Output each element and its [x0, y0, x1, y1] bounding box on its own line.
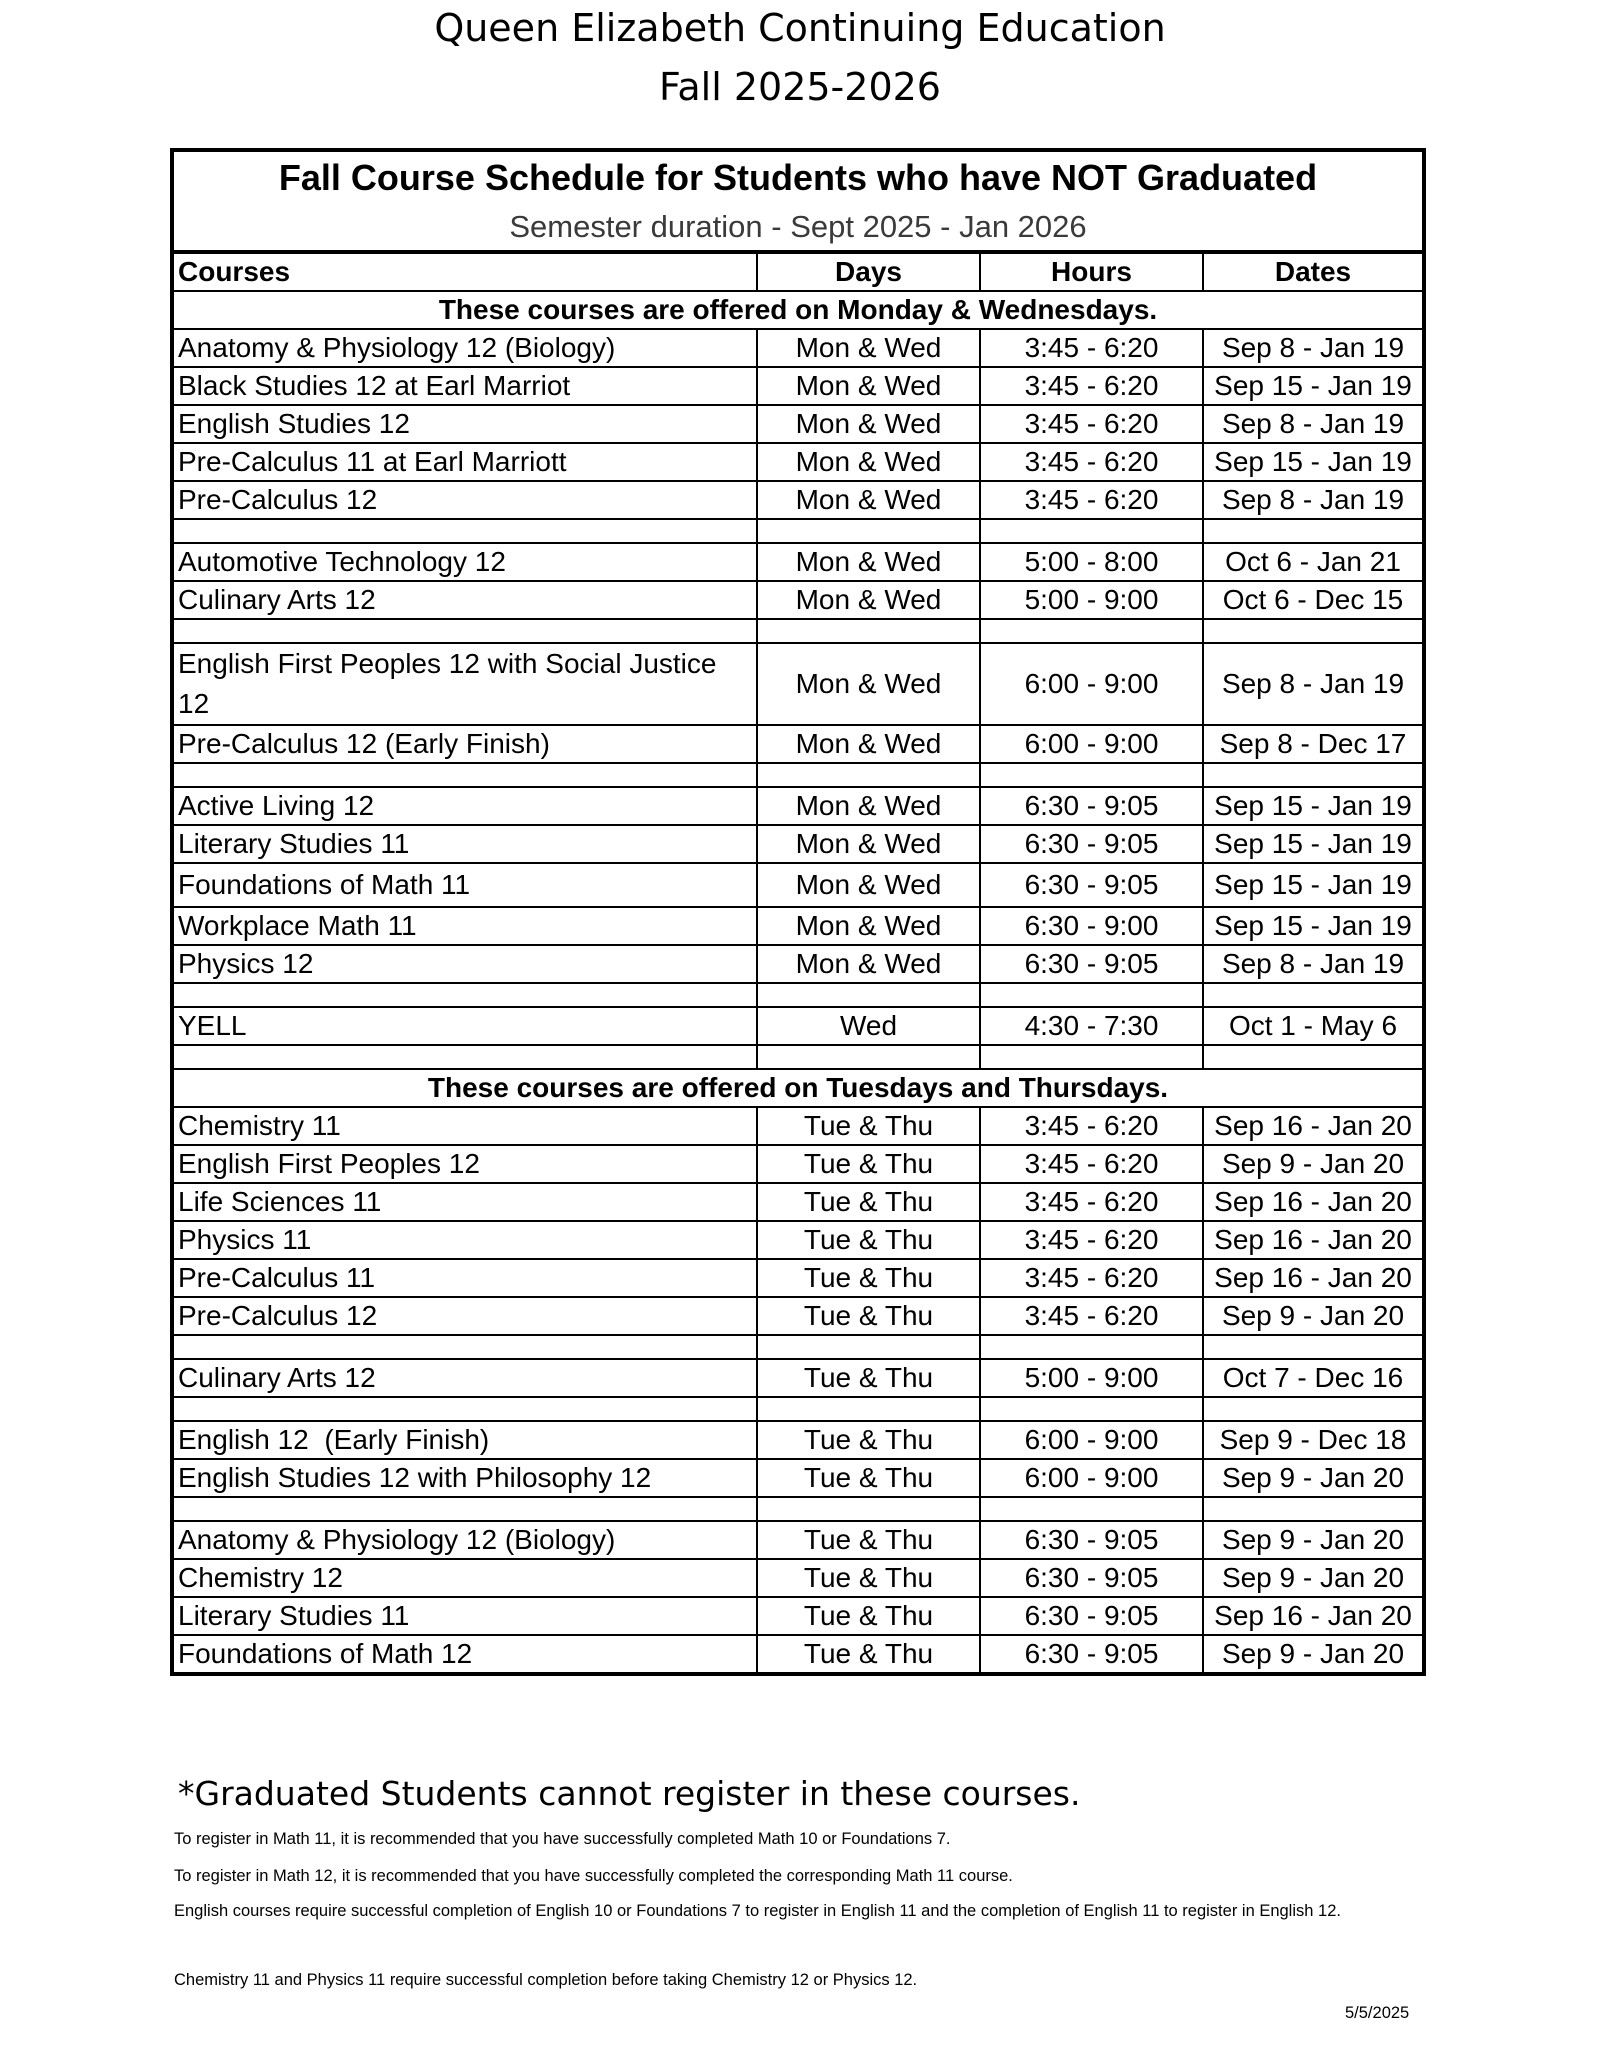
- course-dates: Sep 8 - Jan 19: [1203, 643, 1422, 725]
- course-name: English First Peoples 12 with Social Justice 12: [174, 643, 757, 725]
- course-name: Pre-Calculus 11 at Earl Marriott: [174, 443, 757, 481]
- spacer-row: [174, 1045, 1422, 1069]
- course-dates: Sep 8 - Dec 17: [1203, 725, 1422, 763]
- course-name: Literary Studies 11: [174, 825, 757, 863]
- table-row: [174, 581, 1422, 619]
- table-row: [174, 405, 1422, 443]
- course-days: Mon & Wed: [757, 581, 980, 619]
- table-row: [174, 1183, 1422, 1221]
- course-days: Tue & Thu: [757, 1183, 980, 1221]
- course-days: Mon & Wed: [757, 329, 980, 367]
- course-name: English Studies 12 with Philosophy 12: [174, 1459, 757, 1497]
- course-hours: 3:45 - 6:20: [980, 1297, 1203, 1335]
- schedule-heading: Fall Course Schedule for Students who have NOT Graduated: [278, 157, 1318, 198]
- spacer-row: [174, 983, 1422, 1007]
- course-hours: 6:30 - 9:05: [980, 1521, 1203, 1559]
- course-days: Tue & Thu: [757, 1635, 980, 1672]
- table-row: [174, 1597, 1422, 1635]
- course-hours: 3:45 - 6:20: [980, 329, 1203, 367]
- course-hours: 6:30 - 9:05: [980, 1597, 1203, 1635]
- course-name: English First Peoples 12: [174, 1145, 757, 1183]
- course-name: Physics 11: [174, 1221, 757, 1259]
- course-name: Foundations of Math 11: [174, 863, 757, 907]
- course-days: Tue & Thu: [757, 1597, 980, 1635]
- column-header-courses: Courses: [174, 254, 757, 291]
- course-name: Culinary Arts 12: [174, 1359, 757, 1397]
- section-header-mon-wed: [174, 291, 1422, 329]
- course-dates: Sep 8 - Jan 19: [1203, 481, 1422, 519]
- table-row: [174, 543, 1422, 581]
- course-name: Pre-Calculus 12 (Early Finish): [174, 725, 757, 763]
- spacer-row: [174, 1335, 1422, 1359]
- course-dates: Sep 15 - Jan 19: [1203, 367, 1422, 405]
- course-days: Wed: [757, 1007, 980, 1045]
- course-dates: Sep 16 - Jan 20: [1203, 1107, 1422, 1145]
- course-name: Physics 12: [174, 945, 757, 983]
- course-days: Mon & Wed: [757, 907, 980, 945]
- course-name: Chemistry 11: [174, 1107, 757, 1145]
- document-date: 5/5/2025: [1345, 2004, 1410, 2022]
- course-name: Foundations of Math 12: [174, 1635, 757, 1672]
- table-row: [174, 481, 1422, 519]
- table-row: [174, 1359, 1422, 1397]
- course-hours: 6:00 - 9:00: [980, 643, 1203, 725]
- table-row: [174, 367, 1422, 405]
- section-label: These courses are offered on Monday & Wednesdays.: [174, 291, 1422, 329]
- course-name: Life Sciences 11: [174, 1183, 757, 1221]
- course-hours: 6:30 - 9:05: [980, 787, 1203, 825]
- table-row: [174, 329, 1422, 367]
- course-hours: 6:00 - 9:00: [980, 1459, 1203, 1497]
- course-dates: Oct 7 - Dec 16: [1203, 1359, 1422, 1397]
- course-dates: Sep 8 - Jan 19: [1203, 329, 1422, 367]
- course-dates: Sep 16 - Jan 20: [1203, 1221, 1422, 1259]
- course-days: Tue & Thu: [757, 1297, 980, 1335]
- course-days: Tue & Thu: [757, 1145, 980, 1183]
- course-days: Mon & Wed: [757, 405, 980, 443]
- course-days: Tue & Thu: [757, 1521, 980, 1559]
- course-hours: 3:45 - 6:20: [980, 1183, 1203, 1221]
- course-days: Mon & Wed: [757, 863, 980, 907]
- course-dates: Sep 9 - Jan 20: [1203, 1635, 1422, 1672]
- course-dates: Oct 1 - May 6: [1203, 1007, 1422, 1045]
- math11-prerequisite-note: To register in Math 11, it is recommended that you have successfully completed Math 10 or Foundations 7.: [174, 1830, 951, 1848]
- course-hours: 6:30 - 9:05: [980, 945, 1203, 983]
- science-prerequisite-note: Chemistry 11 and Physics 11 require successful completion before taking Chemistry 12 or Physics 12.: [174, 1971, 918, 1989]
- course-hours: 3:45 - 6:20: [980, 1221, 1203, 1259]
- course-hours: 6:30 - 9:05: [980, 825, 1203, 863]
- course-name: Pre-Calculus 12: [174, 1297, 757, 1335]
- table-row: [174, 825, 1422, 863]
- english-prerequisite-note: English courses require successful completion of English 10 or Foundations 7 to register in English 11 and the completion of English 11 to register in English 12.: [174, 1902, 1341, 1920]
- course-hours: 5:00 - 9:00: [980, 581, 1203, 619]
- course-dates: Sep 15 - Jan 19: [1203, 443, 1422, 481]
- course-dates: Sep 9 - Jan 20: [1203, 1559, 1422, 1597]
- course-hours: 3:45 - 6:20: [980, 443, 1203, 481]
- table-row: [174, 907, 1422, 945]
- course-dates: Oct 6 - Dec 15: [1203, 581, 1422, 619]
- table-row: [174, 1635, 1422, 1672]
- table-header-row: [174, 254, 1422, 291]
- course-name: Literary Studies 11: [174, 1597, 757, 1635]
- spacer-row: [174, 1397, 1422, 1421]
- course-hours: 6:30 - 9:00: [980, 907, 1203, 945]
- spacer-row: [174, 519, 1422, 543]
- course-days: Mon & Wed: [757, 945, 980, 983]
- course-dates: Sep 9 - Jan 20: [1203, 1297, 1422, 1335]
- course-name: Anatomy & Physiology 12 (Biology): [174, 329, 757, 367]
- course-days: Tue & Thu: [757, 1221, 980, 1259]
- section-header-tue-thu: [174, 1069, 1422, 1107]
- course-dates: Sep 16 - Jan 20: [1203, 1597, 1422, 1635]
- course-days: Mon & Wed: [757, 443, 980, 481]
- course-dates: Sep 9 - Jan 20: [1203, 1521, 1422, 1559]
- course-dates: Oct 6 - Jan 21: [1203, 543, 1422, 581]
- course-name: Workplace Math 11: [174, 907, 757, 945]
- table-row: [174, 787, 1422, 825]
- course-days: Tue & Thu: [757, 1421, 980, 1459]
- course-hours: 6:30 - 9:05: [980, 863, 1203, 907]
- column-header-hours: Hours: [980, 254, 1203, 291]
- course-name: Black Studies 12 at Earl Marriot: [174, 367, 757, 405]
- table-row: [174, 443, 1422, 481]
- table-row: [174, 1221, 1422, 1259]
- table-row: [174, 1459, 1422, 1497]
- course-dates: Sep 16 - Jan 20: [1203, 1183, 1422, 1221]
- course-name: Anatomy & Physiology 12 (Biology): [174, 1521, 757, 1559]
- course-hours: 3:45 - 6:20: [980, 1107, 1203, 1145]
- table-row: [174, 1559, 1422, 1597]
- course-hours: 3:45 - 6:20: [980, 367, 1203, 405]
- course-dates: Sep 9 - Jan 20: [1203, 1145, 1422, 1183]
- course-hours: 6:30 - 9:05: [980, 1635, 1203, 1672]
- course-name: Chemistry 12: [174, 1559, 757, 1597]
- term-title: Fall 2025-2026: [659, 65, 941, 109]
- section-label: These courses are offered on Tuesdays and Thursdays.: [174, 1069, 1422, 1107]
- course-dates: Sep 9 - Dec 18: [1203, 1421, 1422, 1459]
- course-days: Tue & Thu: [757, 1359, 980, 1397]
- course-name: Automotive Technology 12: [174, 543, 757, 581]
- course-name: Pre-Calculus 11: [174, 1259, 757, 1297]
- table-row: [174, 945, 1422, 983]
- course-name: English Studies 12: [174, 405, 757, 443]
- course-days: Tue & Thu: [757, 1559, 980, 1597]
- course-dates: Sep 16 - Jan 20: [1203, 1259, 1422, 1297]
- course-hours: 3:45 - 6:20: [980, 1145, 1203, 1183]
- course-days: Mon & Wed: [757, 481, 980, 519]
- table-row: [174, 1145, 1422, 1183]
- graduated-notice: *Graduated Students cannot register in these courses.: [178, 1774, 1081, 1813]
- course-hours: 6:30 - 9:05: [980, 1559, 1203, 1597]
- course-name: Culinary Arts 12: [174, 581, 757, 619]
- course-name: Active Living 12: [174, 787, 757, 825]
- course-dates: Sep 9 - Jan 20: [1203, 1459, 1422, 1497]
- table-row: [174, 1107, 1422, 1145]
- column-header-days: Days: [757, 254, 980, 291]
- course-days: Tue & Thu: [757, 1459, 980, 1497]
- course-hours: 4:30 - 7:30: [980, 1007, 1203, 1045]
- column-header-dates: Dates: [1203, 254, 1422, 291]
- course-days: Mon & Wed: [757, 367, 980, 405]
- table-row: [174, 643, 1422, 725]
- course-dates: Sep 15 - Jan 19: [1203, 825, 1422, 863]
- course-hours: 5:00 - 8:00: [980, 543, 1203, 581]
- course-days: Mon & Wed: [757, 787, 980, 825]
- course-hours: 3:45 - 6:20: [980, 481, 1203, 519]
- course-dates: Sep 15 - Jan 19: [1203, 907, 1422, 945]
- course-days: Tue & Thu: [757, 1107, 980, 1145]
- course-dates: Sep 15 - Jan 19: [1203, 787, 1422, 825]
- course-table: [174, 254, 1422, 1672]
- spacer-row: [174, 619, 1422, 643]
- course-dates: Sep 8 - Jan 19: [1203, 405, 1422, 443]
- semester-duration: Semester duration - Sept 2025 - Jan 2026: [174, 204, 1422, 254]
- table-row: [174, 863, 1422, 907]
- math12-prerequisite-note: To register in Math 12, it is recommended that you have successfully completed the corresponding Math 11 course.: [174, 1867, 1013, 1885]
- course-dates: Sep 15 - Jan 19: [1203, 863, 1422, 907]
- table-row: [174, 1521, 1422, 1559]
- course-hours: 6:00 - 9:00: [980, 1421, 1203, 1459]
- course-days: Mon & Wed: [757, 725, 980, 763]
- table-row: [174, 1421, 1422, 1459]
- course-dates: Sep 8 - Jan 19: [1203, 945, 1422, 983]
- course-hours: 6:00 - 9:00: [980, 725, 1203, 763]
- course-hours: 3:45 - 6:20: [980, 1259, 1203, 1297]
- table-row: [174, 725, 1422, 763]
- course-hours: 3:45 - 6:20: [980, 405, 1203, 443]
- table-row: [174, 1297, 1422, 1335]
- spacer-row: [174, 763, 1422, 787]
- course-schedule: [170, 148, 1426, 1676]
- course-days: Tue & Thu: [757, 1259, 980, 1297]
- spacer-row: [174, 1497, 1422, 1521]
- course-days: Mon & Wed: [757, 543, 980, 581]
- course-name: YELL: [174, 1007, 757, 1045]
- course-days: Mon & Wed: [757, 825, 980, 863]
- school-name: Queen Elizabeth Continuing Education: [434, 6, 1166, 50]
- table-row: [174, 1259, 1422, 1297]
- table-row: [174, 1007, 1422, 1045]
- course-name: English 12 (Early Finish): [174, 1421, 757, 1459]
- course-days: Mon & Wed: [757, 643, 980, 725]
- course-name: Pre-Calculus 12: [174, 481, 757, 519]
- course-hours: 5:00 - 9:00: [980, 1359, 1203, 1397]
